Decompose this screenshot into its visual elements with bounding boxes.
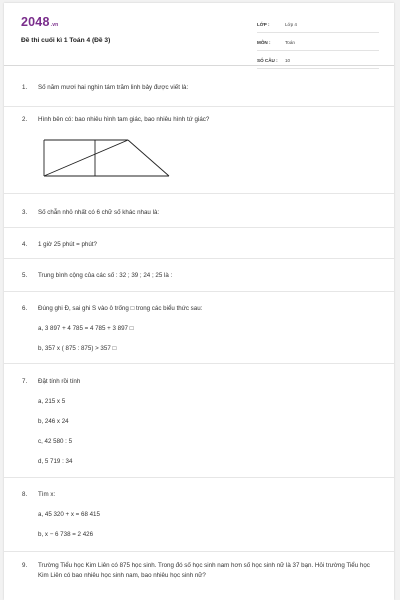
sub-item: a, 215 x 5 [38,398,66,405]
question-text: 1 giờ 25 phút = phút? [38,241,97,248]
exam-header [4,3,394,66]
question-text: Hình bên có: bao nhiêu hình tam giác, bao nhiêu hình tứ giác? [38,116,210,123]
meta-row-count [257,53,379,69]
question-text: Trung bình cộng của các số : 32 ; 39 ; 24 ; 25 là : [38,272,173,279]
exam-meta [257,17,379,71]
sub-item: b, x − 6 738 = 2 426 [38,531,94,538]
question-text: Đặt tính rồi tính [38,378,81,385]
question-number: 5. [22,272,28,279]
question-text: Số năm mươi hai nghìn tám trăm linh bảy được viết là: [38,84,189,91]
exam-page [4,3,394,600]
meta-label: SỐ CÂU : [257,58,278,63]
figure-slanted-edge [128,140,169,176]
question-number: 7. [22,378,28,385]
geometry-figure [42,138,172,180]
divider [4,291,394,292]
question-number: 1. [22,84,28,91]
meta-row-class [257,17,379,33]
divider [4,193,394,194]
site-logo[interactable] [21,15,58,29]
question-number: 6. [22,305,28,312]
meta-value: 10 [285,58,291,63]
question-number: 3. [22,209,28,216]
question-text: Số chẵn nhỏ nhất có 6 chữ số khác nhau là: [38,209,160,216]
logo-tld: .vn [50,22,59,28]
sub-item: b, 246 x 24 [38,418,69,425]
divider [4,363,394,364]
divider [4,106,394,107]
question-number: 9. [22,562,28,569]
sub-item: a, 45 320 + x = 68 415 [38,511,100,518]
logo-text: 2048 [21,15,50,29]
question-text: Trường Tiểu học Kim Liên có 875 học sinh. Trong đó số học sinh nam hơn số học sinh nữ là 37 bạn. Hỏi trường Tiểu học Kim Liên có bao nhiêu học sinh nam, bao nhiêu học sinh nữ? [38,562,370,579]
divider [4,258,394,259]
divider [4,551,394,552]
sub-item: b, 357 x ( 875 : 875) > 357 □ [38,345,117,352]
question-number: 2. [22,116,28,123]
sub-item: a, 3 897 + 4 785 = 4 785 + 3 897 □ [38,325,134,332]
question-text: Đúng ghi Đ, sai ghi S vào ô trống □ trong các biểu thức sau: [38,305,203,312]
sub-item: c, 42 580 : 5 [38,438,73,445]
question-number: 8. [22,491,28,498]
meta-row-subject [257,35,379,51]
figure-diagonal [44,140,128,176]
divider [4,477,394,478]
meta-label: MÔN : [257,40,271,45]
sub-item: d, 5 719 : 34 [38,458,73,465]
divider [4,227,394,228]
exam-title: Đề thi cuối kì 1 Toán 4 (Đề 3) [21,37,111,44]
question-text: Tìm x: [38,491,56,498]
question-number: 4. [22,241,28,248]
meta-value: Lớp 4 [285,22,297,27]
meta-label: LỚP : [257,22,270,27]
meta-value: Toán [285,40,295,45]
